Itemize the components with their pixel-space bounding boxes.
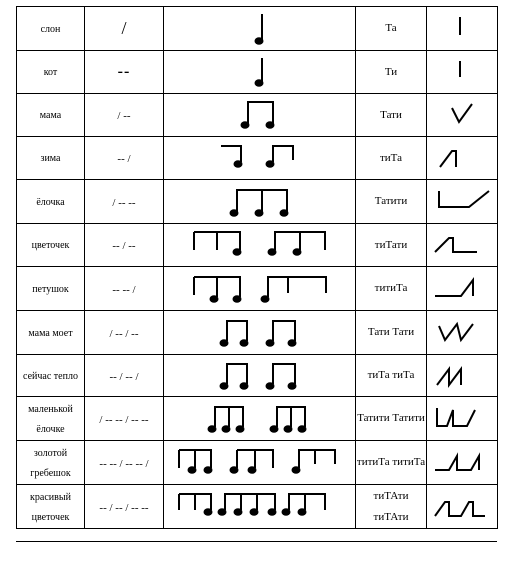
rise-shape-icon <box>431 272 493 306</box>
syllable-cell <box>356 94 427 137</box>
syllable-label: титиТа титиТа <box>356 456 426 468</box>
rhythm-code: / -- / -- <box>109 327 139 340</box>
double-v-icon <box>431 316 493 350</box>
code-cell <box>85 7 164 51</box>
table-row <box>17 355 498 397</box>
table-row <box>17 137 498 180</box>
code-cell <box>85 397 164 441</box>
peak-shape-icon <box>432 141 492 175</box>
code-cell <box>85 485 164 529</box>
eighth-notes-icon <box>237 98 283 132</box>
v-shape-icon <box>432 98 492 132</box>
double-rise-icon <box>431 446 493 480</box>
code-cell <box>85 180 164 224</box>
code-cell <box>85 224 164 267</box>
graph-cell <box>427 485 498 529</box>
rhythm-code: -- / -- / <box>109 370 139 383</box>
syllable-cell <box>356 51 427 94</box>
syllable-label: Татити Татити <box>357 412 425 424</box>
rhythm-code: / -- <box>117 110 131 122</box>
double-peak-icon <box>431 359 493 393</box>
table-row <box>17 267 498 311</box>
syllable-label: Тати Тати <box>367 326 415 338</box>
table-row <box>17 94 498 137</box>
eighth-notes-icon <box>175 446 345 480</box>
word-label: зима <box>40 153 61 164</box>
eighth-notes-icon <box>225 184 295 220</box>
syllable-cell <box>356 355 427 397</box>
eighth-notes-icon <box>215 315 305 351</box>
word-label: маленькой ёлочке <box>28 403 73 435</box>
notes-cell <box>164 355 356 397</box>
notes-cell <box>164 485 356 529</box>
notes-cell <box>164 397 356 441</box>
double-peak-icon <box>431 490 493 524</box>
graph-cell <box>427 355 498 397</box>
quarter-note-icon <box>245 10 275 48</box>
notes-cell <box>164 7 356 51</box>
table-row <box>17 51 498 94</box>
ramp-shape-icon <box>431 228 493 262</box>
code-cell <box>85 355 164 397</box>
syllable-cell <box>356 441 427 485</box>
word-cell <box>17 7 85 51</box>
double-bowl-icon <box>431 402 493 436</box>
syllable-label: Тати <box>380 108 402 121</box>
graph-cell <box>427 137 498 180</box>
graph-cell <box>427 267 498 311</box>
rhythm-code: -- / -- / -- -- <box>99 501 149 514</box>
word-cell <box>17 180 85 224</box>
word-cell <box>17 94 85 137</box>
word-cell <box>17 441 85 485</box>
notes-cell <box>164 267 356 311</box>
notes-cell <box>164 224 356 267</box>
code-cell <box>85 267 164 311</box>
graph-cell <box>427 51 498 94</box>
code-cell <box>85 51 164 94</box>
graph-cell <box>427 397 498 441</box>
word-label: ёлочка <box>36 196 65 208</box>
word-cell <box>17 224 85 267</box>
table-row <box>17 441 498 485</box>
rhythm-code: -- / <box>117 153 131 165</box>
syllable-cell <box>356 7 427 51</box>
word-label: слон <box>40 23 61 35</box>
rhythm-code: -- -- / <box>112 283 136 296</box>
eighth-notes-icon <box>190 228 330 262</box>
long-stroke-icon <box>432 11 492 47</box>
quarter-note-icon <box>245 54 275 90</box>
short-stroke-icon <box>432 55 492 89</box>
word-label: сейчас тепло <box>23 370 78 382</box>
word-label: кот <box>43 67 58 78</box>
graph-cell <box>427 441 498 485</box>
eighth-notes-icon <box>190 271 330 307</box>
word-cell <box>17 137 85 180</box>
eighth-notes-icon <box>175 490 345 524</box>
word-cell <box>17 485 85 529</box>
notes-cell <box>164 180 356 224</box>
word-cell <box>17 51 85 94</box>
table-row <box>17 397 498 441</box>
eighth-notes-icon <box>205 401 315 437</box>
rhythm-code: -- <box>117 63 131 80</box>
code-cell <box>85 441 164 485</box>
syllable-cell <box>356 397 427 441</box>
syllable-label: тиТАти тиТАти <box>373 489 409 523</box>
notes-cell <box>164 441 356 485</box>
graph-cell <box>427 180 498 224</box>
syllable-cell <box>356 311 427 355</box>
word-label: красивый цветочек <box>30 491 71 523</box>
syllable-label: тиТати <box>374 238 408 251</box>
word-cell <box>17 397 85 441</box>
syllable-cell <box>356 180 427 224</box>
word-cell <box>17 311 85 355</box>
rhythm-code: / -- -- / -- -- <box>99 413 149 426</box>
rhythm-code: / -- -- <box>112 196 136 209</box>
bowl-shape-icon <box>431 185 493 219</box>
graph-cell <box>427 311 498 355</box>
notes-cell <box>164 51 356 94</box>
word-label: мама <box>39 110 62 121</box>
word-cell <box>17 355 85 397</box>
syllable-label: тиТа <box>379 151 403 164</box>
table-row <box>17 485 498 529</box>
notes-cell <box>164 94 356 137</box>
syllable-label: тиТа тиТа <box>367 369 415 381</box>
notes-cell <box>164 311 356 355</box>
table-row <box>17 311 498 355</box>
graph-cell <box>427 7 498 51</box>
rhythm-table <box>16 6 498 529</box>
eighth-notes-icon <box>215 358 305 394</box>
rhythm-code: / <box>121 18 127 38</box>
eighth-notes-icon <box>215 140 305 176</box>
syllable-cell <box>356 485 427 529</box>
graph-cell <box>427 94 498 137</box>
notes-cell <box>164 137 356 180</box>
syllable-cell <box>356 137 427 180</box>
word-label: золотой гребешок <box>30 447 71 479</box>
table-row <box>17 7 498 51</box>
bottom-rule <box>16 541 497 542</box>
word-cell <box>17 267 85 311</box>
rhythm-code: -- / -- <box>112 240 136 252</box>
word-label: петушок <box>32 283 69 295</box>
syllable-label: Ти <box>384 65 398 78</box>
syllable-label: Та <box>385 22 397 34</box>
code-cell <box>85 137 164 180</box>
word-label: мама моет <box>28 327 73 339</box>
code-cell <box>85 94 164 137</box>
table-row <box>17 180 498 224</box>
syllable-label: Татити <box>374 195 408 207</box>
syllable-cell <box>356 224 427 267</box>
syllable-label: титиТа <box>374 282 408 294</box>
rhythm-code: -- -- / -- -- / <box>99 457 149 470</box>
word-label: цветочек <box>31 240 70 251</box>
table-row <box>17 224 498 267</box>
graph-cell <box>427 224 498 267</box>
syllable-cell <box>356 267 427 311</box>
code-cell <box>85 311 164 355</box>
